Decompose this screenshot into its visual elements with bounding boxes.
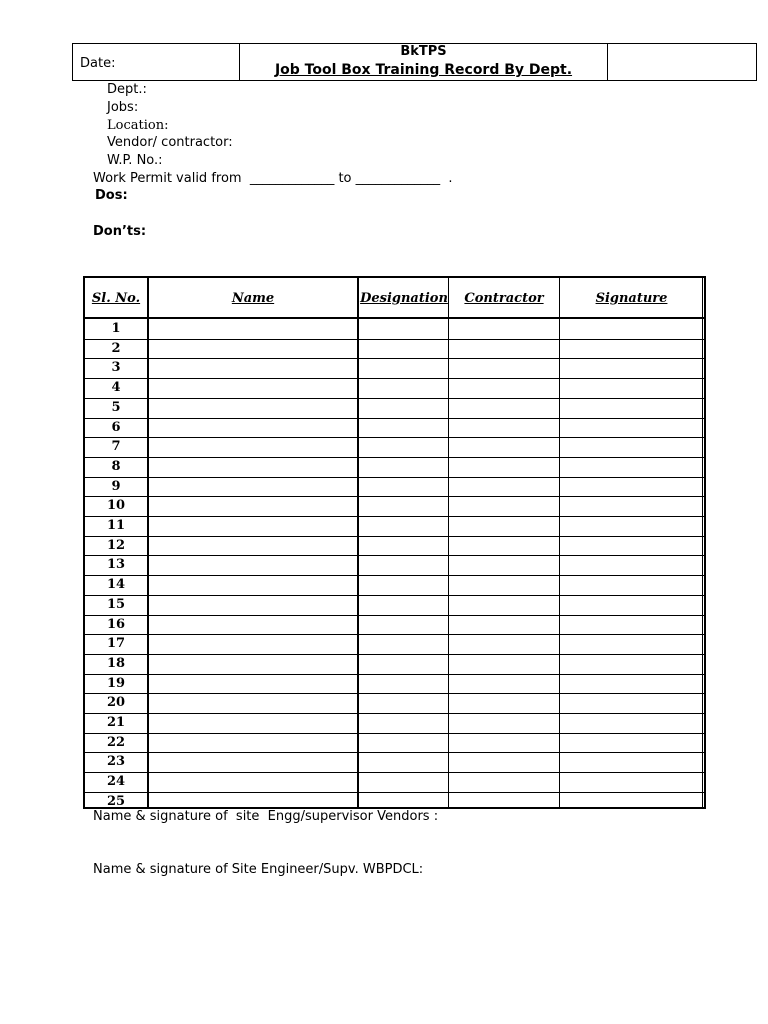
table-row-number: 17 (106, 636, 126, 651)
jobs-field: Jobs: (107, 100, 139, 115)
date-cell (73, 44, 240, 80)
table-row-number: 8 (111, 459, 121, 474)
row-divider (85, 555, 704, 556)
table-row-number: 1 (111, 321, 121, 336)
table-row-number: 24 (106, 774, 126, 789)
table-row-number: 9 (111, 479, 121, 494)
row-divider (85, 516, 704, 517)
table-row-number: 21 (106, 715, 126, 730)
row-divider (85, 733, 704, 734)
table-row-number: 16 (106, 617, 126, 632)
page-title: Job Tool Box Training Record By Dept. (274, 62, 573, 78)
row-divider (85, 693, 704, 694)
table-row-number: 19 (106, 676, 126, 691)
row-divider (85, 752, 704, 753)
organization-name: BkTPS (400, 44, 447, 59)
row-divider (85, 575, 704, 576)
wp-no-field: W.P. No.: (107, 153, 163, 168)
table-row-number: 12 (106, 538, 126, 553)
row-divider (85, 615, 704, 616)
dos-heading: Dos: (95, 188, 128, 203)
row-divider (85, 654, 704, 655)
table-row-number: 25 (106, 794, 126, 809)
table-row-number: 20 (106, 695, 126, 710)
table-row-number: 23 (106, 754, 126, 769)
column-header-sl-no: Sl. No. (91, 291, 141, 306)
column-header-name: Name (231, 291, 275, 306)
table-row-number: 6 (111, 420, 121, 435)
table-row-number: 3 (111, 360, 121, 375)
row-divider (85, 772, 704, 773)
row-divider (85, 496, 704, 497)
row-divider (85, 358, 704, 359)
header-divider (85, 317, 704, 319)
row-divider (85, 595, 704, 596)
table-row-number: 4 (111, 380, 121, 395)
row-divider (85, 634, 704, 635)
vendor-signature-line: Name & signature of site Engg/supervisor Vendors : (93, 809, 439, 824)
row-divider (85, 398, 704, 399)
table-row-number: 10 (106, 498, 126, 513)
permit-validity-field: Work Permit valid from _____________ to _____________ . (93, 171, 453, 186)
column-header-designation: Designation (360, 291, 448, 306)
row-divider (85, 536, 704, 537)
row-divider (85, 378, 704, 379)
table-row-number: 2 (111, 341, 121, 356)
table-row-number: 15 (106, 597, 126, 612)
date-label: Date: (80, 56, 116, 71)
table-row-number: 11 (106, 518, 126, 533)
header-box (72, 43, 757, 81)
table-row-number: 13 (106, 557, 126, 572)
row-divider (85, 713, 704, 714)
row-divider (85, 437, 704, 438)
row-divider (85, 418, 704, 419)
row-divider (85, 339, 704, 340)
table-row-number: 14 (106, 577, 126, 592)
title-cell (240, 44, 608, 80)
column-header-contractor: Contractor (464, 291, 544, 306)
column-header-signature: Signature (595, 291, 668, 306)
table-row-number: 22 (106, 735, 126, 750)
training-record-table (83, 276, 706, 809)
donts-heading: Don’ts: (93, 224, 147, 239)
location-field: Location: (107, 118, 169, 133)
vendor-field: Vendor/ contractor: (107, 135, 233, 150)
row-divider (85, 792, 704, 793)
table-row-number: 5 (111, 400, 121, 415)
table-row-number: 18 (106, 656, 126, 671)
row-divider (85, 457, 704, 458)
table-row-number: 7 (111, 439, 121, 454)
row-divider (85, 477, 704, 478)
dept-field: Dept.: (107, 82, 147, 97)
row-divider (85, 674, 704, 675)
wbpdcl-signature-line: Name & signature of Site Engineer/Supv. WBPDCL: (93, 862, 424, 877)
